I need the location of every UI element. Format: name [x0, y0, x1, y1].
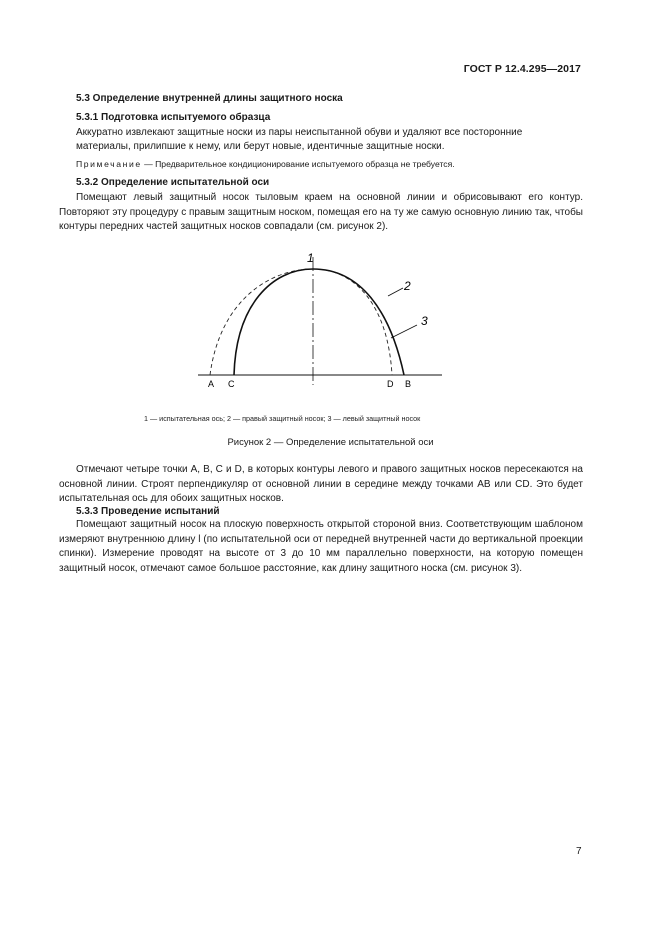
label-1: 1: [307, 251, 314, 265]
label-d: D: [387, 379, 394, 389]
leader-line-3: [391, 325, 417, 338]
section-5-3-1-title: 5.3.1 Подготовка испытуемого образца: [76, 112, 271, 123]
right-toe-cap-contour: [234, 269, 404, 375]
label-2: 2: [404, 279, 411, 293]
note: [76, 159, 583, 169]
note-text: — Предварительное кондиционирование испытуемого образца не требуется.: [141, 159, 455, 169]
section-5-3-2-title: 5.3.2 Определение испытательной оси: [76, 177, 270, 188]
label-c: C: [228, 379, 235, 389]
section-5-3-1-line1: Аккуратно извлекают защитные носки из пары неиспытанной обуви и удаляют все посторонние: [76, 127, 523, 138]
figure-legend: 1 — испытательная ось; 2 — правый защитный носок; 3 — левый защитный носок: [144, 414, 421, 423]
left-toe-cap-contour: [210, 269, 392, 375]
after-figure-paragraph: Отмечают четыре точки A, B, C и D, в которых контуры левого и правого защитных носков пересекаются на основной линии. Строят перпендикуляр от основной линии в середине между точками AB или CD. Это будет испытательная ось для обоих защитных носков.: [59, 464, 583, 504]
figure-test-axis-diagram: [190, 245, 450, 395]
label-b: B: [405, 379, 412, 389]
section-5-3-2-paragraph: Помещают левый защитный носок тыловым краем на основной линии и обрисовывают его контур. Повторяют эту процедуру с правым защитным носком, помещая его на ту же самую основную линию так, чтобы контуры передних частей защитных носков совпадали (см. рисунок 2).: [59, 192, 583, 232]
label-3: 3: [421, 314, 428, 328]
section-5-3-1-line2: материалы, прилипшие к нему, или берут новые, идентичные защитные носки.: [76, 141, 445, 152]
standard-header: ГОСТ Р 12.4.295—2017: [463, 63, 581, 75]
figure-caption: Рисунок 2 — Определение испытательной оси: [227, 437, 434, 448]
section-5-3-title: 5.3 Определение внутренней длины защитного носка: [76, 93, 343, 104]
section-5-3-3-paragraph: Помещают защитный носок на плоскую поверхность открытой стороной вниз. Соответствующим шаблоном измеряют внутреннюю длину l (по испытательной оси от передней внутренней части до вертикальной проекции спинки). Измерение проводят на высоте от 3 до 10 мм параллельно поверхности, на которую помещен защитный носок, отмечают самое большое расстояние, как длину защитного носка (см. рисунок 3).: [59, 519, 583, 574]
note-label: Примечание: [76, 159, 142, 169]
leader-line-2: [388, 288, 403, 296]
page-number: 7: [576, 846, 582, 857]
label-a: A: [208, 379, 215, 389]
section-5-3-3-title: 5.3.3 Проведение испытаний: [76, 506, 220, 517]
